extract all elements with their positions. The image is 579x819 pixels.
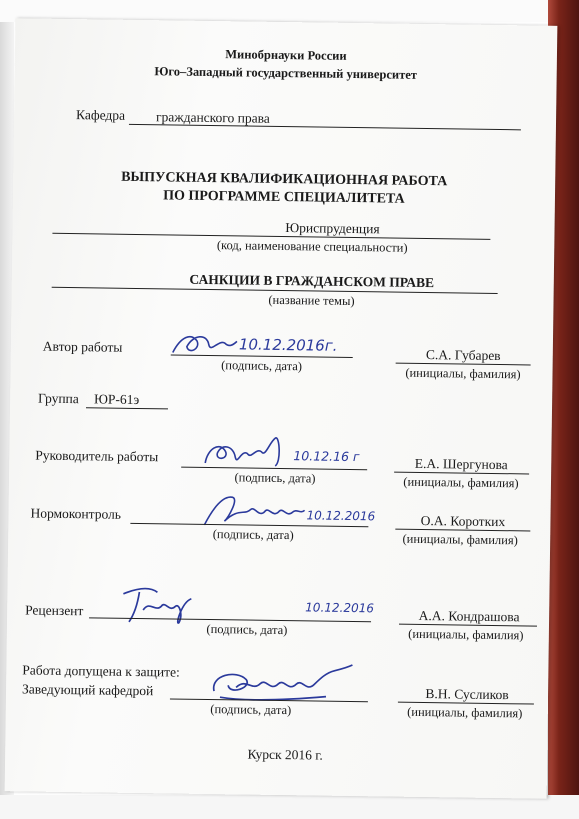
reviewer-date: 10.12.2016: [305, 600, 375, 616]
work-title-line1: ВЫПУСКНАЯ КВАЛИФИКАЦИОННАЯ РАБОТА: [121, 169, 448, 190]
reviewer-signature: [119, 582, 200, 627]
topic-value: САНКЦИИ В ГРАЖДАНСКОМ ПРАВЕ: [189, 271, 435, 291]
head-of-department-label: Заведующий кафедрой: [21, 681, 154, 699]
normcontrol-name-hint: (инициалы, фамилия): [402, 531, 518, 548]
work-title-line2: ПО ПРОГРАММЕ СПЕЦИАЛИТЕТА: [163, 188, 405, 207]
head-name: В.Н. Сусликов: [425, 686, 509, 703]
normcontrol-name: О.А. Коротких: [420, 512, 506, 530]
department-value: гражданского права: [155, 109, 270, 126]
university-name: Юго–Западный государственный университет: [154, 64, 418, 82]
city-year: Курск 2016 г.: [247, 746, 323, 763]
head-sign-hint: (подпись, дата): [210, 702, 292, 718]
author-name-hint: (инициалы, фамилия): [405, 365, 521, 382]
author-date: 10.12.2016г.: [238, 335, 338, 355]
reviewer-name: А.А. Кондрашова: [418, 607, 520, 625]
group-line: [86, 407, 168, 409]
reviewer-sign-hint: (подпись, дата): [206, 621, 288, 638]
reviewer-name-hint: (инициалы, фамилия): [408, 626, 524, 643]
supervisor-name-hint: (инициалы, фамилия): [403, 474, 519, 491]
head-name-hint: (инициалы, фамилия): [407, 704, 523, 721]
supervisor-name: Е.А. Шергунова: [414, 455, 508, 473]
ministry-name: Минобрнауки России: [225, 47, 347, 63]
normcontrol-date: 10.12.2016: [306, 508, 376, 524]
supervisor-label: Руководитель работы: [35, 447, 159, 465]
author-label: Автор работы: [42, 338, 123, 355]
specialty-hint: (код, наименование специальности): [216, 238, 408, 255]
title-page: [5, 18, 558, 798]
group-value: ЮР-61э: [94, 391, 140, 408]
department-label: Кафедра: [75, 107, 126, 123]
supervisor-date: 10.12.16 г: [293, 448, 360, 465]
author-sign-hint: (подпись, дата): [221, 358, 303, 374]
normcontrol-label: Нормоконтроль: [30, 505, 122, 522]
normcontrol-sign-hint: (подпись, дата): [212, 527, 294, 543]
admission-label: Работа допущена к защите:: [22, 662, 180, 680]
group-label: Группа: [38, 390, 79, 407]
background-bottom: [0, 795, 579, 819]
topic-hint: (название темы): [268, 292, 355, 309]
author-name: С.А. Губарев: [425, 347, 501, 364]
specialty-value: Юриспруденция: [285, 220, 380, 237]
supervisor-sign-hint: (подпись, дата): [234, 470, 316, 486]
reviewer-label: Рецензент: [25, 602, 84, 619]
